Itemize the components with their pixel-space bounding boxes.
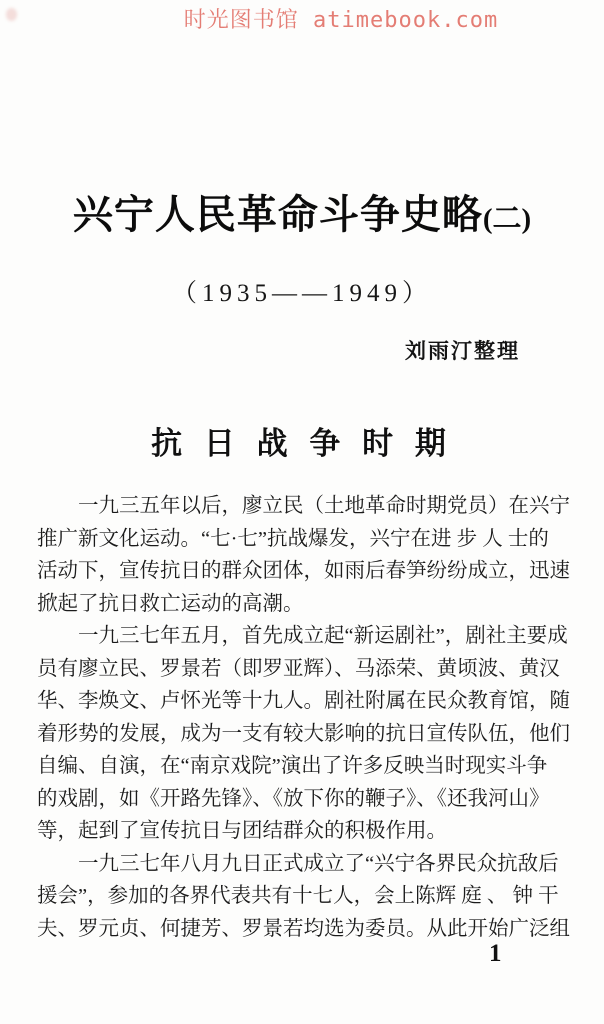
title-suffix: (二) <box>482 203 532 235</box>
watermark-text: 时光图书馆 atimebook.com <box>183 8 499 33</box>
body-line: 等，起到了宣传抗日与团结群众的积极作用。 <box>37 820 447 842</box>
page-title <box>0 183 604 240</box>
body-line: 一九三七年五月，首先成立起“新运剧社”，剧社主要成 <box>78 625 568 647</box>
body-line: 掀起了抗日救亡运动的高潮。 <box>37 592 304 615</box>
body-line: 的戏剧，如《开路先锋》、《放下你的鞭子》、《还我河山》 <box>37 787 550 810</box>
body-line: 华、李焕文、卢怀光等十九人。剧社附属在民众教育馆，随 <box>37 690 570 712</box>
body-line: 一九三五年以后，廖立民（土地革命时期党员）在兴宁 <box>78 495 570 517</box>
ink-stain-mark <box>6 8 17 21</box>
title-main: 兴宁人民革命斗争史略 <box>72 192 483 237</box>
body-line: 援会”，参加的各界代表共有十七人，会上陈辉 庭 、 钟 干 <box>37 885 559 907</box>
body-line: 着形势的发展，成为一支有较大影响的抗日宣传队伍，他们 <box>37 722 570 745</box>
body-line: 员有廖立民、罗景若（即罗亚辉）、马添荣、黄顷波、黄汉 <box>37 657 560 680</box>
page-number: 1 <box>489 940 502 967</box>
body-line: 推广新文化运动。“七·七”抗战爆发，兴宁在进 步 人 士的 <box>37 527 549 550</box>
body-line: 一九三七年八月九日正式成立了“兴宁各界民众抗敌后 <box>78 852 559 875</box>
byline-editor: 刘雨汀整理 <box>405 339 520 363</box>
section-heading: 抗 日 战 争 时 期 <box>151 426 453 461</box>
body-text <box>37 490 577 945</box>
subtitle-years: （1935——1949） <box>171 280 432 307</box>
body-line: 活动下，宣传抗日的群众团体，如雨后春笋纷纷成立，迅速 <box>37 560 570 582</box>
body-line: 夫、罗元贞、何捷芳、罗景若均选为委员。从此开始广泛组 <box>37 917 570 940</box>
body-line: 自编、自演，在“南京戏院”演出了许多反映当时现实斗争 <box>37 755 548 777</box>
